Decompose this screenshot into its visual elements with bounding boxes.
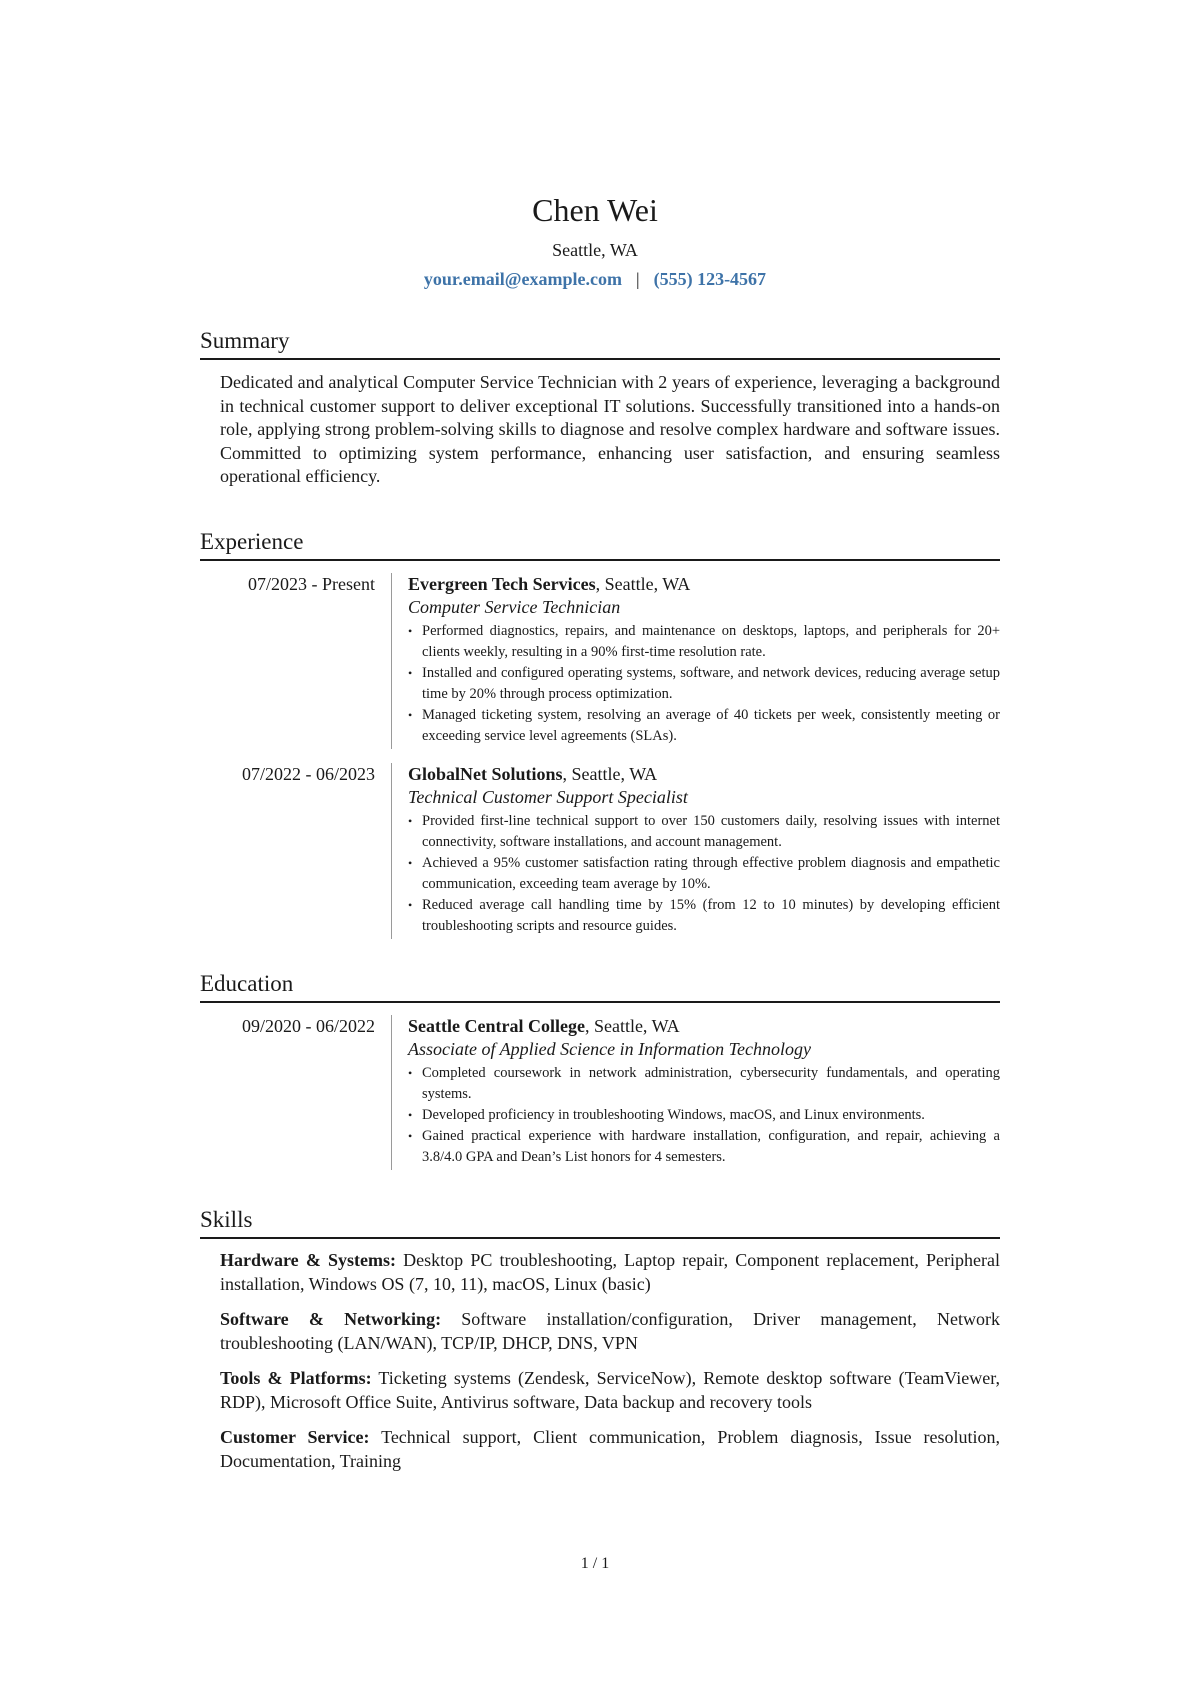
section-title-summary: Summary (200, 327, 1000, 360)
entry-bullets (408, 1063, 1000, 1168)
skill-group-label: Software & Networking: (220, 1309, 442, 1329)
entry-bullets (408, 811, 1000, 937)
entry-org: Evergreen Tech Services (408, 574, 596, 594)
skill-group (220, 1249, 1000, 1296)
skills-section (200, 1206, 1000, 1485)
entry-org: Seattle Central College (408, 1016, 585, 1036)
entry-role: Computer Service Technician (408, 597, 621, 617)
bullet-item: • Reduced average call handling time by 15% (from 12 to 10 minutes) by developing efficient troubleshooting scripts and resource guides. (408, 895, 1000, 937)
skill-group-text: Ticketing systems (Zendesk, ServiceNow), Remote desktop software (TeamViewer, RDP), Microsoft Office Suite, Antivirus software, Data backup and recovery tools (220, 1368, 1000, 1412)
education-entry (200, 1015, 1000, 1170)
section-title-education: Education (200, 970, 1000, 1003)
bullet-item: • Installed and configured operating systems, software, and network devices, reducing average setup time by 20% through process optimization. (408, 663, 1000, 705)
page-number: 1 / 1 (580, 1555, 610, 1572)
entry-date: 07/2022 - 06/2023 (242, 764, 375, 784)
experience-section (200, 528, 1000, 939)
entry-body (391, 573, 1000, 749)
email-link[interactable]: your.email@example.com (423, 269, 622, 289)
resume-header (0, 192, 1190, 291)
bullet-item: • Gained practical experience with hardware installation, configuration, and repair, achieving a 3.8/4.0 GPA and Dean’s List honors for 4 semesters. (408, 1126, 1000, 1168)
bullet-item: • Provided first-line technical support to over 150 customers daily, resolving issues with internet connectivity, software installations, and account management. (408, 811, 1000, 853)
skill-group-text: Software installation/configuration, Driver management, Network troubleshooting (LAN/WAN), TCP/IP, DHCP, DNS, VPN (220, 1309, 1000, 1353)
skill-group (220, 1367, 1000, 1414)
skill-group-text: Desktop PC troubleshooting, Laptop repair, Component replacement, Peripheral installation, Windows OS (7, 10, 11), macOS, Linux (basic) (220, 1250, 1000, 1294)
contact-separator: | (635, 269, 640, 289)
entry-org-line (408, 763, 1000, 786)
entry-role: Associate of Applied Science in Information Technology (408, 1039, 811, 1059)
experience-entry (200, 763, 1000, 939)
candidate-location: Seattle, WA (552, 240, 638, 260)
entry-role: Technical Customer Support Specialist (408, 787, 688, 807)
entry-bullets (408, 621, 1000, 747)
entry-body (391, 1015, 1000, 1170)
entry-date: 09/2020 - 06/2022 (242, 1016, 375, 1036)
skill-group-text: Technical support, Client communication, Problem diagnosis, Issue resolution, Documentation, Training (220, 1427, 1000, 1471)
section-title-experience: Experience (200, 528, 1000, 561)
bullet-item: • Completed coursework in network administration, cybersecurity fundamentals, and operating systems. (408, 1063, 1000, 1105)
bullet-item: • Developed proficiency in troubleshooting Windows, macOS, and Linux environments. (408, 1105, 1000, 1126)
entry-org-line (408, 573, 1000, 596)
education-section (200, 970, 1000, 1170)
entry-org: GlobalNet Solutions (408, 764, 563, 784)
entry-location: , Seattle, WA (595, 574, 691, 594)
candidate-name: Chen Wei (532, 192, 658, 228)
skill-group (220, 1426, 1000, 1473)
entry-org-line (408, 1015, 1000, 1038)
skill-group-label: Tools & Platforms: (220, 1368, 372, 1388)
contact-line (0, 267, 1190, 291)
skill-group-label: Customer Service: (220, 1427, 370, 1447)
bullet-item: • Achieved a 95% customer satisfaction rating through effective problem diagnosis and empathetic communication, exceeding team average by 10%. (408, 853, 1000, 895)
entry-date: 07/2023 - Present (248, 574, 375, 594)
entry-body (391, 763, 1000, 939)
skill-group-label: Hardware & Systems: (220, 1250, 396, 1270)
summary-text: Dedicated and analytical Computer Service Technician with 2 years of experience, leveraging a background in technical customer support to deliver exceptional IT solutions. Successfully transitioned into a hands-on role, applying strong problem-solving skills to diagnose and resolve complex hardware and software issues. Committed to optimizing system performance, enhancing user satisfaction, and ensuring seamless operational efficiency. (220, 372, 1000, 486)
skill-group (220, 1308, 1000, 1355)
entry-location: , Seattle, WA (584, 1016, 680, 1036)
summary-section (200, 327, 1000, 489)
entry-location: , Seattle, WA (562, 764, 658, 784)
section-title-skills: Skills (200, 1206, 1000, 1239)
experience-entry (200, 573, 1000, 749)
bullet-item: • Managed ticketing system, resolving an average of 40 tickets per week, consistently meeting or exceeding service level agreements (SLAs). (408, 705, 1000, 747)
phone-link[interactable]: (555) 123-4567 (653, 269, 767, 289)
bullet-item: • Performed diagnostics, repairs, and maintenance on desktops, laptops, and peripherals for 20+ clients weekly, resulting in a 90% first-time resolution rate. (408, 621, 1000, 663)
